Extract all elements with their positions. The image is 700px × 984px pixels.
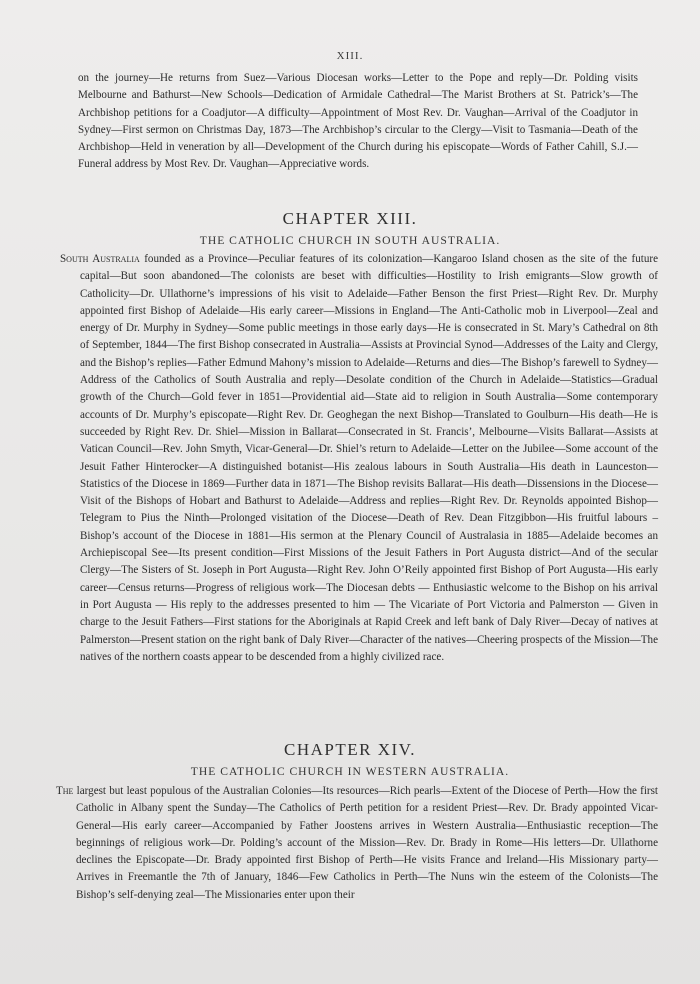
chapter-summary-lead: South Australia — [60, 253, 140, 265]
chapter-summary-text: founded as a Province—Peculiar features of its colonization—Kangaroo Island chosen as the site of the future capital—But soon abandoned—The colonists are beset with difficulties—Hostility to Irish emigrants—Slow growth of Catholicity—Dr. Ullathorne’s impressions of his visit to Adelaide—Father Benson the first Priest—Right Rev. Dr. Murphy appointed first Bishop of Adelaide—His early career—Missions in England—The Anti-Catholic mob in Liverpool—Zeal and energy of Dr. Murphy in Sydney—Some public meetings in those early days—He is consecrated in St. Mary’s Cathedral on 8th of September, 1844—The first Bishop consecrated in Australia—Assists at Provincial Synod—Addresses of the Laity and Clergy, and the Bishop’s replies—Father Edmund Mahony’s mission to Adelaide—Returns and dies—The Bishop’s farewell to Sydney—Address of the Catholics of South Australia and reply—Desolate condition of the Church in Adelaide—Statistics—Gradual growth of the Church—Gold fever in 1851—Providential aid—State aid to religion in South Australia—Some contemporary accounts of Dr. Murphy’s episcopate—Right Rev. Dr. Geoghegan the next Bishop—Translated to Goulburn—His death—He is succeeded by Right Rev. Dr. Shiel—Mission in Ballarat—Consecrated in St. Francis’, Melbourne—Visits Ballarat—Assists at Vatican Council—Rev. John Smyth, Vicar-General—Dr. Shiel’s return to Adelaide—Letter on the Jubilee—Some account of the Jesuit Father Hinterocker—A distinguished botanist—His zealous labours in South Australia—His death in Launceston—Statistics of the Diocese in 1869—Further data in 1871—The Bishop revisits Ballarat—His death—Dissensions in the Diocese—Visit of the Bishops of Hobart and Bathurst to Adelaide—Address and replies—Right Rev. Dr. Reynolds appointed Bishop—Telegram to Pius the Ninth—Prolonged visitation of the Diocese—Death of Rev. Dean Fitzgibbon—His fruitful labours – Bishop’s account of the Diocese in 1881—His sermon at the Plenary Council of Australasia in 1885—Adelaide becomes an Archiepiscopal See—Its present condition—First Missions of the Jesuit Fathers in Port Augusta district—And of the secular Clergy—The Sisters of St. Joseph in Port Augusta—Right Rev. John O’Reily appointed first Bishop of Port Augusta—His early career—Census returns—Progress of religious work—The Diocesan debts — Enthusiastic welcome to the Bishop on his arrival in Port Augusta — His reply to the addresses presented to him — The Vicariate of Port Victoria and Palmerston — Given in charge to the Jesuit Fathers—First stations for the Aboriginals at Rapid Creek and left bank of Daly River—Decay of natives at Palmerston—Present station on the right bank of Daly River—Character of the natives—Cheering prospects of the Mission—The natives of the northern coasts appear to be descended from a highly civilized race. — [80, 253, 658, 663]
chapter-summary-text: largest but least populous of the Australian Colonies—Its resources—Rich pearls—Extent of the Diocese of Perth—How the first Catholic in Albany spent the Sunday—The Catholics of Perth petition for a resident Priest—Rev. Dr. Brady appointed Vicar-General—His early career—Accompanied by Father Joostens arrives in Western Australia—Enthusiastic reception—The beginnings of religious work—Dr. Polding’s account of the Mission—Rev. Dr. Brady in Rome—His letters—Dr. Ullathorne declines the Episcopate—Dr. Brady appointed first Bishop of Perth—He visits France and Ireland—His Missionary party—Arrives in Freemantle the 7th of January, 1846—Few Catholics in Perth—The Nuns win the esteem of the Colonists—The Bishop’s self-denying zeal—The Missionaries enter upon their — [73, 785, 658, 901]
intro-paragraph: on the journey—He returns from Suez—Various Diocesan works—Letter to the Pope and reply—Dr. Polding visits Melbourne and Bathurst—New Schools—Dedication of Armidale Cathedral—The Marist Brothers at St. Patrick’s—The Archbishop petitions for a Coadjutor—A difficulty—Appointment of Most Rev. Dr. Vaughan—Arrival of the Coadjutor in Sydney—First sermon on Christmas Day, 1873—The Archbishop’s circular to the Clergy—Visit to Tasmania—Death of the Archbishop—Held in veneration by all—Development of the Church during his episcopate—Words of Father Cahill, S.J.—Funeral address by Most Rev. Dr. Vaughan—Appreciative words. — [78, 72, 638, 171]
chapter-summary — [56, 783, 658, 904]
chapter-subtitle: THE CATHOLIC CHURCH IN SOUTH AUSTRALIA. — [199, 234, 501, 247]
chapter-heading: CHAPTER XIII. — [282, 209, 418, 228]
chapter-summary — [60, 251, 658, 666]
page-number: XIII. — [336, 50, 364, 62]
chapter-summary-lead: The — [56, 785, 74, 797]
chapter-subtitle: THE CATHOLIC CHURCH IN WESTERN AUSTRALIA. — [190, 765, 510, 778]
chapter-heading: CHAPTER XIV. — [284, 740, 416, 759]
